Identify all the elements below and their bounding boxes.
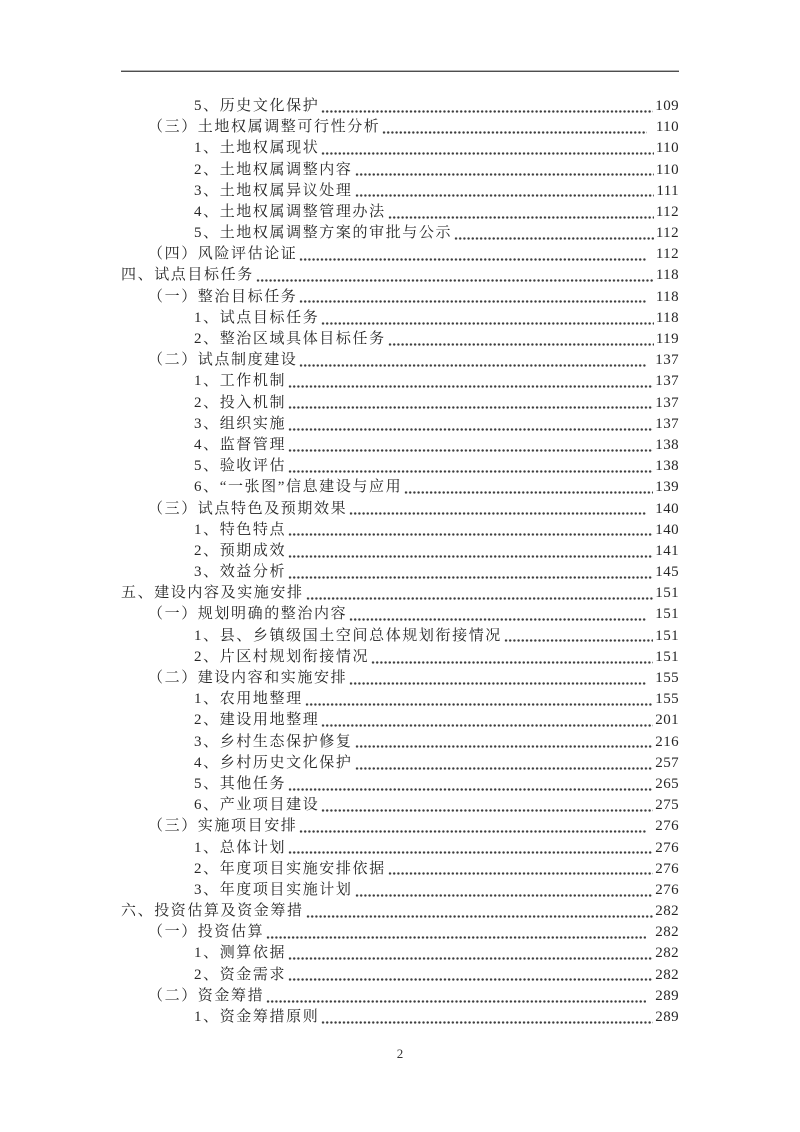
toc-row[interactable] bbox=[121, 96, 679, 117]
toc-entry-page: 137 bbox=[655, 415, 679, 432]
toc-dot-leader bbox=[299, 829, 646, 834]
toc-dot-leader bbox=[404, 490, 653, 495]
toc-entry-page: 110 bbox=[655, 119, 679, 136]
toc-row[interactable] bbox=[121, 223, 679, 244]
toc-entry-page: 151 bbox=[655, 585, 679, 602]
toc-dot-leader bbox=[288, 384, 653, 389]
toc-entry-page: 216 bbox=[655, 733, 679, 750]
toc-entry-label: 1、工作机制 bbox=[194, 373, 287, 390]
toc-entry-label: 1、农用地整理 bbox=[194, 691, 303, 708]
toc-entry-page: 110 bbox=[655, 161, 679, 178]
toc-dot-leader bbox=[355, 766, 654, 771]
toc-row[interactable] bbox=[121, 732, 679, 753]
toc-row[interactable] bbox=[121, 414, 679, 435]
toc-row[interactable] bbox=[121, 965, 679, 986]
toc-dot-leader bbox=[388, 342, 654, 347]
toc-dot-leader bbox=[288, 469, 653, 474]
toc-entry-label: 1、总体计划 bbox=[194, 839, 287, 856]
toc-row[interactable] bbox=[121, 435, 679, 456]
toc-entry-page: 140 bbox=[655, 500, 679, 517]
toc-dot-leader bbox=[504, 638, 653, 643]
toc-entry-page: 151 bbox=[655, 648, 679, 665]
toc-entry-label: 2、预期成效 bbox=[194, 542, 287, 559]
toc-dot-leader bbox=[454, 236, 654, 241]
toc-entry-page: 276 bbox=[655, 839, 679, 856]
toc-entry-page: 112 bbox=[655, 246, 679, 263]
toc-entry-page: 282 bbox=[655, 924, 679, 941]
toc-row[interactable] bbox=[121, 710, 679, 731]
toc-entry-page: 112 bbox=[655, 225, 679, 242]
toc-entry-label: 5、其他任务 bbox=[194, 775, 287, 792]
toc-row[interactable] bbox=[121, 244, 679, 265]
toc-row[interactable] bbox=[121, 117, 679, 138]
toc-dot-leader bbox=[355, 744, 654, 749]
toc-entry-page: 139 bbox=[655, 479, 679, 496]
footer-page-number: 2 bbox=[396, 1046, 404, 1061]
toc-entry-label: 2、年度项目实施安排依据 bbox=[194, 860, 386, 877]
toc-dot-leader bbox=[388, 215, 654, 220]
toc-dot-leader bbox=[288, 977, 653, 982]
toc-row[interactable] bbox=[121, 160, 679, 181]
toc-entry-label: 2、片区村规划衔接情况 bbox=[194, 648, 370, 665]
toc-row[interactable] bbox=[121, 583, 679, 604]
toc-entry-page: 138 bbox=[655, 458, 679, 475]
toc-entry-page: 151 bbox=[655, 606, 679, 623]
toc-dot-leader bbox=[305, 702, 654, 707]
toc-dot-leader bbox=[349, 617, 646, 622]
toc-entry-label: 6、“一张图”信息建设与应用 bbox=[194, 479, 403, 496]
toc-entry-page: 140 bbox=[655, 521, 679, 538]
toc-row[interactable] bbox=[121, 901, 679, 922]
toc-entry-page: 109 bbox=[655, 97, 679, 114]
toc-dot-leader bbox=[288, 575, 653, 580]
toc-entry-page: 257 bbox=[655, 754, 679, 771]
toc-entry-label: 3、年度项目实施计划 bbox=[194, 881, 353, 898]
toc-entry-page: 137 bbox=[655, 394, 679, 411]
toc-row[interactable] bbox=[121, 647, 679, 668]
toc-dot-leader bbox=[288, 427, 653, 432]
toc-row[interactable] bbox=[121, 605, 679, 626]
toc-dot-leader bbox=[321, 723, 653, 728]
toc-entry-label: 2、建设用地整理 bbox=[194, 712, 320, 729]
toc-row[interactable] bbox=[121, 880, 679, 901]
toc-row[interactable] bbox=[121, 689, 679, 710]
toc-row[interactable] bbox=[121, 138, 679, 159]
toc-row[interactable] bbox=[121, 1007, 679, 1028]
toc-row[interactable] bbox=[121, 393, 679, 414]
toc-dot-leader bbox=[256, 278, 654, 283]
toc-row[interactable] bbox=[121, 626, 679, 647]
toc-dot-leader bbox=[299, 363, 646, 368]
toc-entry-label: 1、试点目标任务 bbox=[194, 309, 320, 326]
toc-entry-label: 五、建设内容及实施安排 bbox=[121, 585, 304, 602]
toc-row[interactable] bbox=[121, 181, 679, 202]
toc-dot-leader bbox=[321, 109, 653, 114]
toc-entry-page: 118 bbox=[655, 288, 679, 305]
toc-dot-leader bbox=[288, 554, 653, 559]
toc-entry-page: 282 bbox=[655, 966, 679, 983]
toc-dot-leader bbox=[288, 956, 653, 961]
toc-entry-label: （二）资金筹措 bbox=[148, 987, 265, 1004]
toc-dot-leader bbox=[349, 511, 646, 516]
toc-row[interactable] bbox=[121, 562, 679, 583]
toc-row[interactable] bbox=[121, 520, 679, 541]
toc-entry-page: 289 bbox=[655, 1009, 679, 1026]
toc-entry-label: （四）风险评估论证 bbox=[148, 246, 298, 263]
toc-entry-page: 276 bbox=[655, 818, 679, 835]
toc-entry-label: （一）投资估算 bbox=[148, 924, 265, 941]
toc-row[interactable] bbox=[121, 541, 679, 562]
toc-entry-label: 2、土地权属调整内容 bbox=[194, 161, 353, 178]
toc-entry-page: 275 bbox=[655, 797, 679, 814]
toc-row[interactable] bbox=[121, 795, 679, 816]
toc-row[interactable] bbox=[121, 456, 679, 477]
toc-row[interactable] bbox=[121, 838, 679, 859]
toc-entry-page: 138 bbox=[655, 436, 679, 453]
toc-dot-leader bbox=[306, 596, 654, 601]
toc-row[interactable] bbox=[121, 753, 679, 774]
toc-entry-label: （二）试点制度建设 bbox=[148, 352, 298, 369]
toc-entry-page: 137 bbox=[655, 352, 679, 369]
toc-dot-leader bbox=[288, 405, 653, 410]
toc-list bbox=[121, 96, 679, 1028]
toc-entry-page: 145 bbox=[655, 564, 679, 581]
toc-entry-page: 282 bbox=[655, 945, 679, 962]
toc-row[interactable] bbox=[121, 371, 679, 392]
toc-entry-label: 1、土地权属现状 bbox=[194, 140, 320, 157]
toc-row[interactable] bbox=[121, 202, 679, 223]
toc-row[interactable] bbox=[121, 668, 679, 689]
toc-row[interactable] bbox=[121, 499, 679, 520]
toc-dot-leader bbox=[288, 532, 653, 537]
toc-dot-leader bbox=[321, 808, 653, 813]
toc-entry-page: 118 bbox=[655, 309, 679, 326]
toc-row[interactable] bbox=[121, 922, 679, 943]
toc-row[interactable] bbox=[121, 816, 679, 837]
toc-dot-leader bbox=[288, 787, 653, 792]
toc-entry-label: 5、历史文化保护 bbox=[194, 97, 320, 114]
toc-entry-page: 151 bbox=[655, 627, 679, 644]
toc-entry-label: 2、投入机制 bbox=[194, 394, 287, 411]
toc-row[interactable] bbox=[121, 287, 679, 308]
toc-dot-leader bbox=[266, 999, 646, 1004]
toc-entry-page: 155 bbox=[655, 670, 679, 687]
toc-dot-leader bbox=[299, 257, 646, 262]
toc-entry-page: 141 bbox=[655, 542, 679, 559]
toc-entry-page: 289 bbox=[655, 987, 679, 1004]
toc-entry-label: 3、乡村生态保护修复 bbox=[194, 733, 353, 750]
toc-entry-page: 137 bbox=[655, 373, 679, 390]
toc-dot-leader bbox=[355, 172, 654, 177]
toc-entry-page: 112 bbox=[655, 203, 679, 220]
toc-entry-label: 4、乡村历史文化保护 bbox=[194, 754, 353, 771]
toc-entry-page: 276 bbox=[655, 881, 679, 898]
toc-dot-leader bbox=[288, 850, 653, 855]
toc-entry-label: 5、土地权属调整方案的审批与公示 bbox=[194, 225, 453, 242]
toc-entry-label: 1、测算依据 bbox=[194, 945, 287, 962]
toc-entry-label: 2、整治区域具体目标任务 bbox=[194, 331, 386, 348]
toc-entry-label: （二）建设内容和实施安排 bbox=[148, 670, 348, 687]
toc-row[interactable] bbox=[121, 350, 679, 371]
toc-entry-page: 155 bbox=[655, 691, 679, 708]
toc-row[interactable] bbox=[121, 986, 679, 1007]
toc-entry-label: 1、特色特点 bbox=[194, 521, 287, 538]
toc-dot-leader bbox=[349, 681, 646, 686]
toc-entry-label: 4、土地权属调整管理办法 bbox=[194, 203, 386, 220]
toc-dot-leader bbox=[321, 151, 654, 156]
toc-entry-page: 282 bbox=[655, 903, 679, 920]
toc-dot-leader bbox=[355, 893, 654, 898]
toc-entry-label: （三）土地权属调整可行性分析 bbox=[148, 119, 381, 136]
toc-entry-label: 1、资金筹措原则 bbox=[194, 1009, 320, 1026]
toc-dot-leader bbox=[355, 193, 655, 198]
header-divider-line bbox=[121, 70, 679, 72]
toc-dot-leader bbox=[306, 914, 654, 919]
toc-dot-leader bbox=[266, 935, 646, 940]
toc-row[interactable] bbox=[121, 859, 679, 880]
toc-entry-label: （一）整治目标任务 bbox=[148, 288, 298, 305]
toc-row[interactable] bbox=[121, 944, 679, 965]
toc-entry-page: 201 bbox=[655, 712, 679, 729]
toc-dot-leader bbox=[321, 321, 654, 326]
toc-row[interactable] bbox=[121, 308, 679, 329]
toc-entry-label: 1、县、乡镇级国土空间总体规划衔接情况 bbox=[194, 627, 502, 644]
toc-entry-label: （一）规划明确的整治内容 bbox=[148, 606, 348, 623]
toc-entry-label: 3、组织实施 bbox=[194, 415, 287, 432]
toc-dot-leader bbox=[299, 299, 646, 304]
toc-entry-page: 118 bbox=[655, 267, 679, 284]
toc-entry-label: 2、资金需求 bbox=[194, 966, 287, 983]
toc-entry-label: 3、土地权属异议处理 bbox=[194, 182, 353, 199]
toc-dot-leader bbox=[382, 130, 646, 135]
toc-entry-label: 四、试点目标任务 bbox=[121, 267, 254, 284]
toc-row[interactable] bbox=[121, 266, 679, 287]
toc-entry-label: 4、监督管理 bbox=[194, 436, 287, 453]
toc-dot-leader bbox=[371, 660, 653, 665]
toc-entry-label: 六、投资估算及资金筹措 bbox=[121, 903, 304, 920]
toc-entry-label: 5、验收评估 bbox=[194, 458, 287, 475]
toc-row[interactable] bbox=[121, 329, 679, 350]
toc-entry-label: （三）实施项目安排 bbox=[148, 818, 298, 835]
toc-entry-page: 110 bbox=[655, 140, 679, 157]
toc-entry-page: 276 bbox=[655, 860, 679, 877]
page-footer bbox=[0, 1046, 800, 1062]
toc-row[interactable] bbox=[121, 477, 679, 498]
toc-entry-page: 119 bbox=[655, 331, 679, 348]
toc-row[interactable] bbox=[121, 774, 679, 795]
toc-entry-page: 111 bbox=[656, 182, 679, 199]
toc-dot-leader bbox=[388, 871, 654, 876]
toc-dot-leader bbox=[321, 1020, 653, 1025]
toc-entry-label: 3、效益分析 bbox=[194, 564, 287, 581]
toc-dot-leader bbox=[288, 448, 653, 453]
toc-entry-label: （三）试点特色及预期效果 bbox=[148, 500, 348, 517]
toc-entry-label: 6、产业项目建设 bbox=[194, 797, 320, 814]
toc-entry-page: 265 bbox=[655, 775, 679, 792]
